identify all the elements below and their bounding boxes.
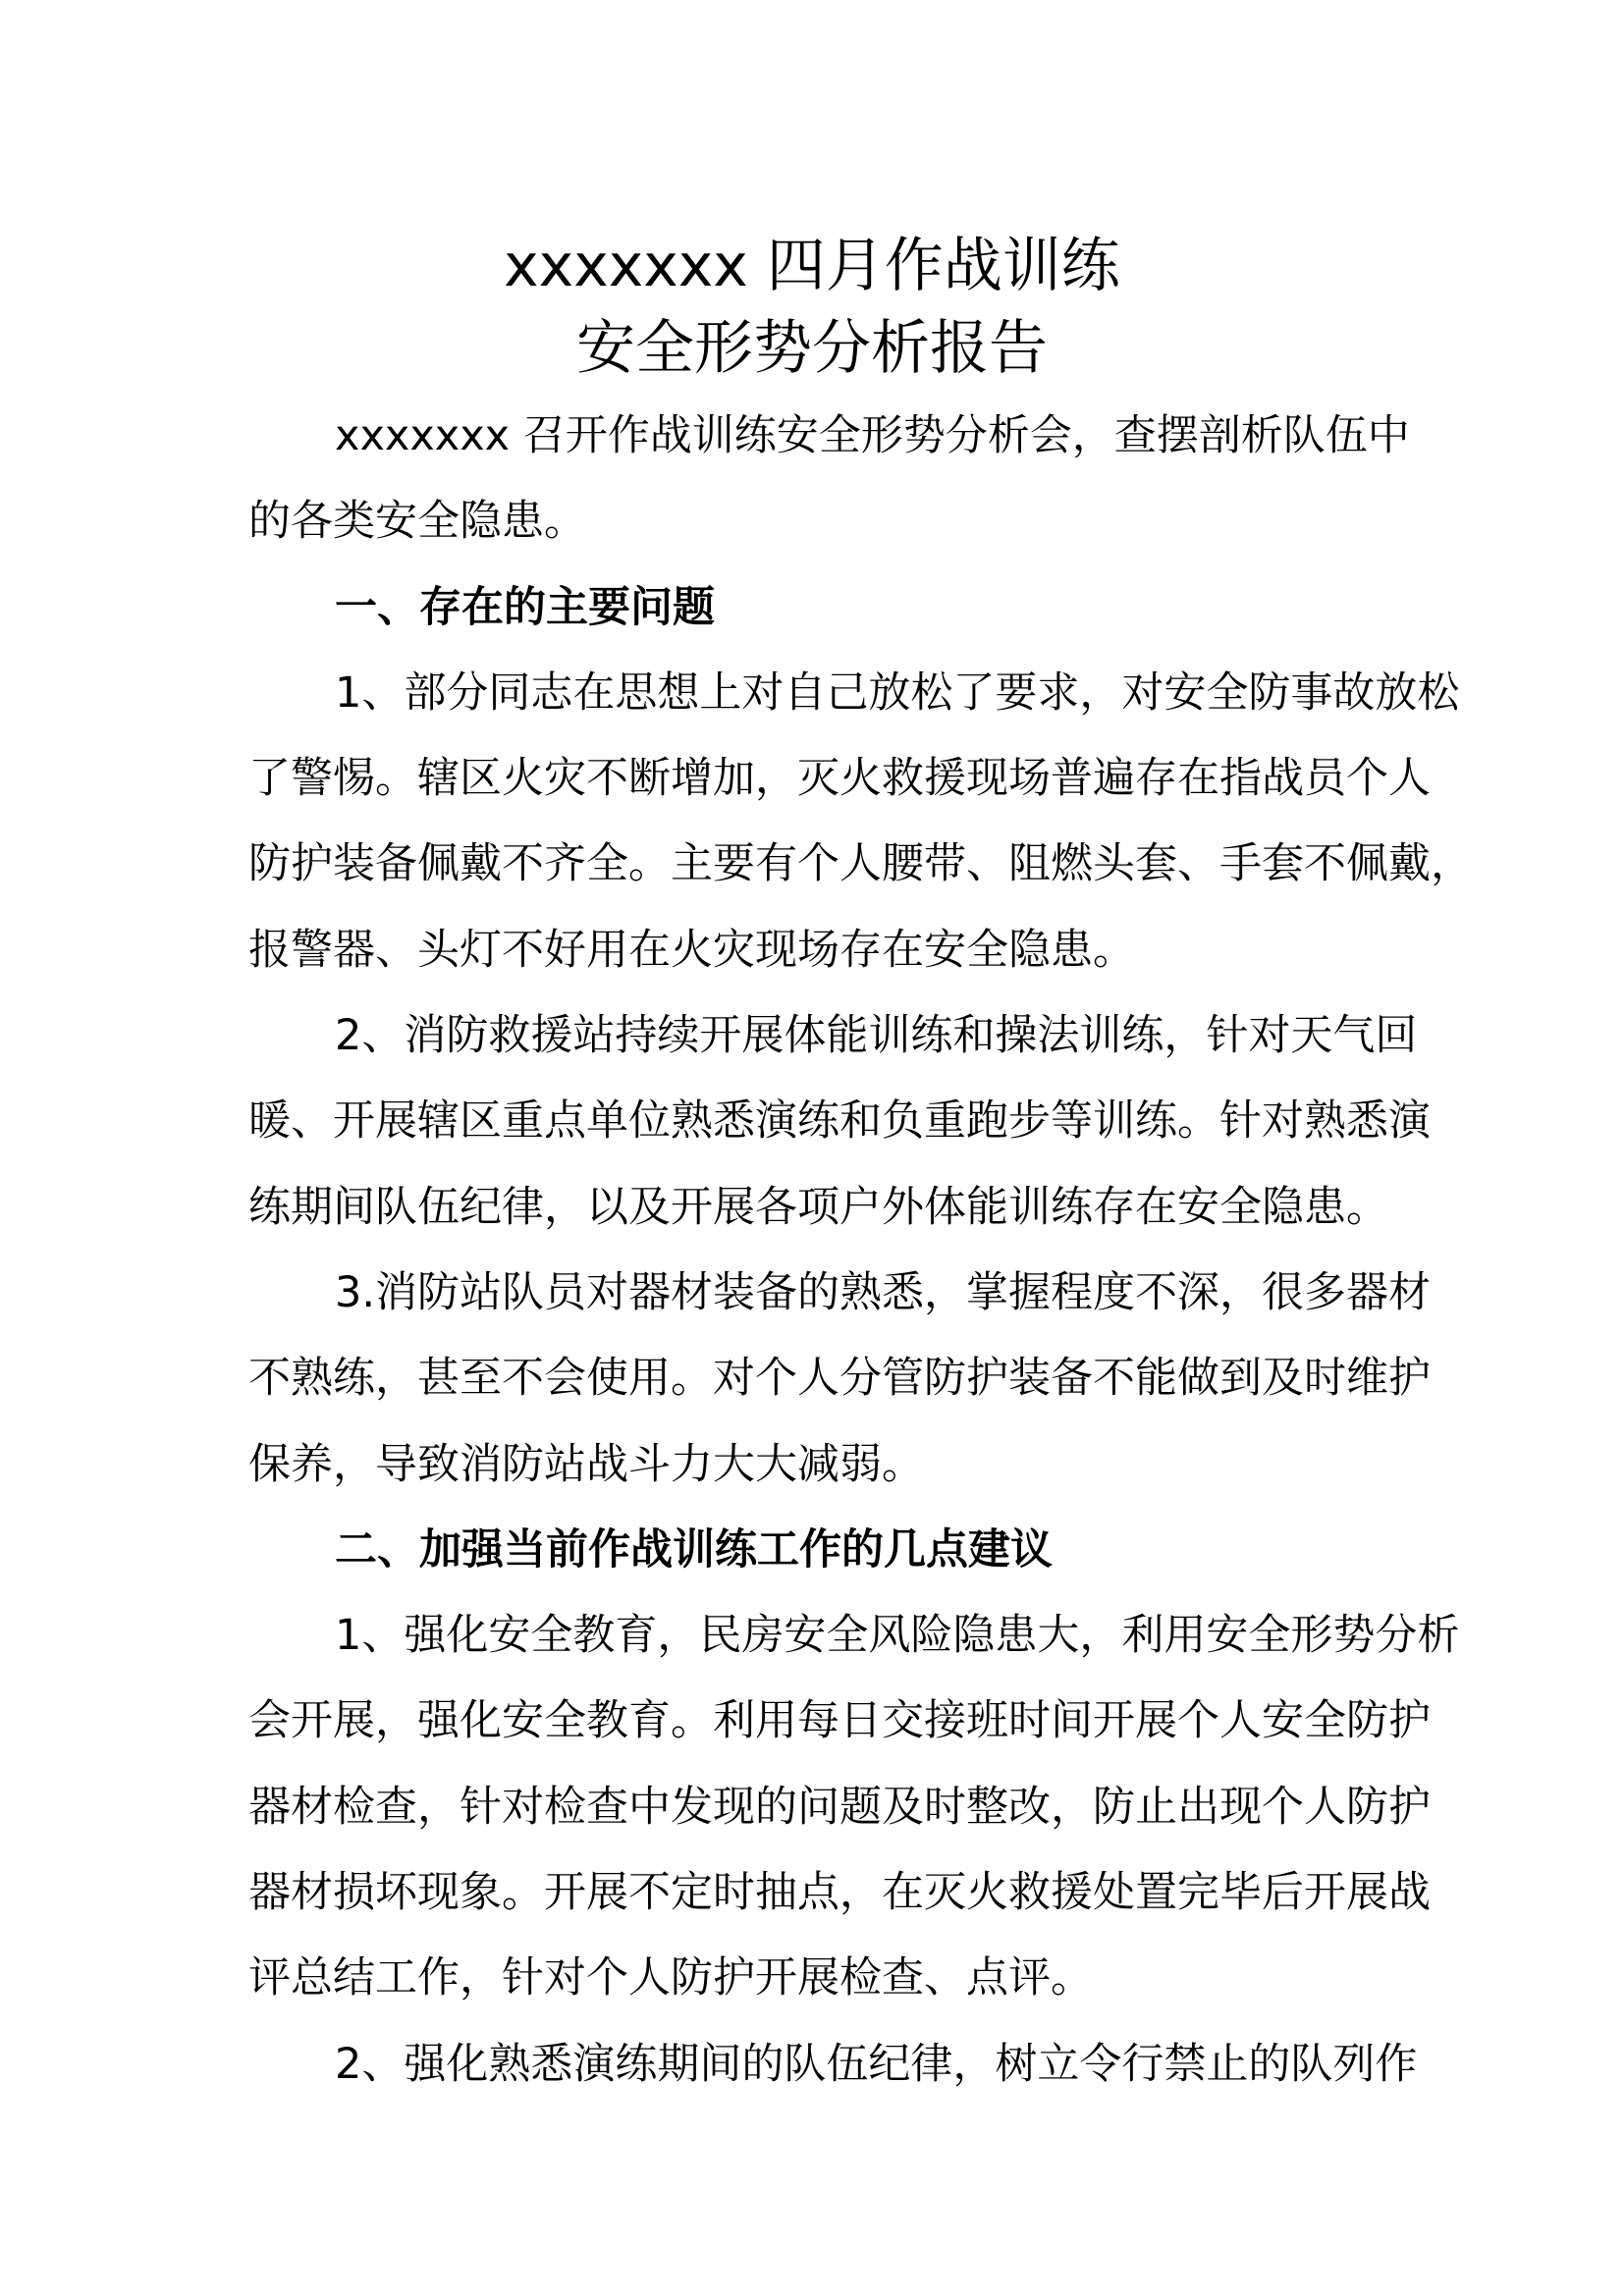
text-line: 1、部分同志在思想上对自己放松了要求，对安全防事故放松 (335, 667, 1460, 718)
document-title (0, 225, 1624, 390)
text-line: 了警惕。辖区火灾不断增加，灭火救援现场普遍存在指战员个人 (248, 754, 1431, 804)
paragraph (248, 993, 1431, 1251)
text-line: 不熟练，甚至不会使用。对个人分管防护装备不能做到及时维护 (248, 1354, 1431, 1404)
paragraph (248, 2022, 1418, 2108)
text-line: 器材检查，针对检查中发现的问题及时整改，防止出现个人防护 (248, 1782, 1431, 1832)
section-heading (248, 1508, 1387, 1593)
paragraph (248, 1593, 1460, 2021)
text-line: 二、加强当前作战训练工作的几点建议 (335, 1524, 1053, 1575)
text-line: 会开展，强化安全教育。利用每日交接班时间开展个人安全防护 (248, 1696, 1431, 1746)
text-line: 器材损坏现象。开展不定时抽点，在灭火救援处置完毕后开展战 (248, 1868, 1431, 1918)
text-line: 1、强化安全教育，民房安全风险隐患大，利用安全形势分析 (335, 1611, 1460, 1661)
text-line: 2、消防救援站持续开展体能训练和操法训练，针对天气回 (335, 1011, 1418, 1061)
paragraph (248, 394, 1410, 565)
text-line: 练期间队伍纪律，以及开展各项户外体能训练存在安全隐患。 (248, 1182, 1388, 1232)
text-line: 一、存在的主要问题 (335, 582, 715, 632)
text-line: xxxxxxx 召开作战训练安全形势分析会，查摆剖析队伍中 (335, 411, 1410, 460)
title-line-2: 安全形势分析报告 (576, 314, 1048, 383)
text-line: 报警器、头灯不好用在火灾现场存在安全隐患。 (248, 925, 1135, 975)
text-line: 防护装备佩戴不齐全。主要有个人腰带、阻燃头套、手套不佩戴， (248, 839, 1473, 889)
paragraph (248, 651, 1473, 993)
text-line: 保养，导致消防站战斗力大大减弱。 (248, 1439, 924, 1489)
text-line: 评总结工作，针对个人防护开展检查、点评。 (248, 1953, 1093, 2003)
paragraph (248, 1251, 1432, 1508)
text-line: 3.消防站队员对器材装备的熟悉，掌握程度不深，很多器材 (335, 1267, 1432, 1317)
document-body (248, 394, 1473, 2108)
section-heading (248, 565, 1387, 651)
title-line-1: xxxxxxx 四月作战训练 (504, 232, 1120, 300)
text-line: 暖、开展辖区重点单位熟悉演练和负重跑步等训练。针对熟悉演 (248, 1096, 1431, 1147)
text-line: 的各类安全隐患。 (248, 497, 586, 547)
text-line: 2、强化熟悉演练期间的队伍纪律，树立令行禁止的队列作 (335, 2039, 1418, 2089)
